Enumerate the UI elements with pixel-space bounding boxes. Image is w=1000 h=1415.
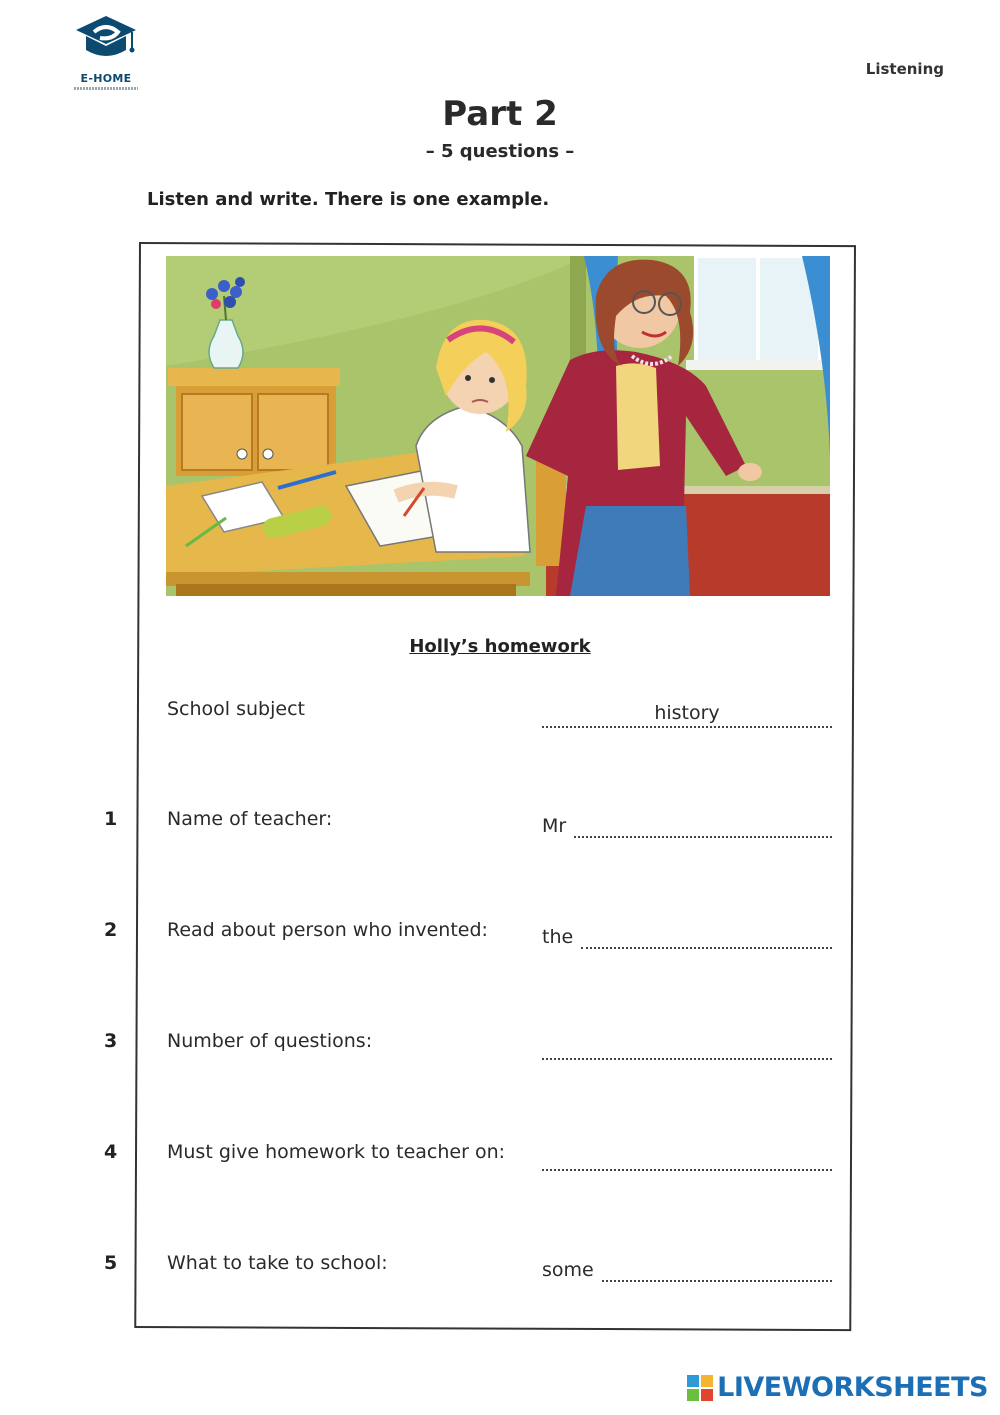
instruction-text: Listen and write. There is one example. xyxy=(147,189,550,210)
example-answer-text: history xyxy=(654,702,720,724)
answer-input-4[interactable] xyxy=(542,1143,832,1169)
graduation-cap-icon xyxy=(72,14,140,70)
example-answer xyxy=(542,698,832,728)
answer-area xyxy=(542,1141,832,1171)
answer-prefix: some xyxy=(542,1259,594,1281)
logo-text: E-HOME xyxy=(80,72,132,85)
question-row-2 xyxy=(0,919,1000,959)
answer-area xyxy=(542,919,832,949)
question-prompt: Number of questions: xyxy=(167,1030,373,1052)
answer-prefix: the xyxy=(542,926,574,948)
question-row-4 xyxy=(0,1141,1000,1181)
example-row xyxy=(0,698,1000,738)
answer-area xyxy=(542,808,832,838)
answer-prefix: Mr xyxy=(542,815,567,837)
answer-line xyxy=(542,1030,832,1060)
question-number: 5 xyxy=(104,1252,118,1274)
answer-area xyxy=(542,1030,832,1060)
question-number: 2 xyxy=(104,919,118,941)
question-row-3 xyxy=(0,1030,1000,1070)
question-row-1 xyxy=(0,808,1000,848)
answer-input-1[interactable] xyxy=(574,810,832,836)
liveworksheets-brand xyxy=(687,1372,988,1403)
example-prompt: School subject xyxy=(167,698,305,720)
question-prompt: Must give homework to teacher on: xyxy=(167,1141,506,1163)
answer-line xyxy=(542,1141,832,1171)
homework-illustration xyxy=(166,256,830,596)
question-prompt: What to take to school: xyxy=(167,1252,388,1274)
question-number: 4 xyxy=(104,1141,118,1163)
logo-tagline xyxy=(74,87,138,90)
brand-text: LIVEWORKSHEETS xyxy=(717,1372,988,1403)
worksheet-title: Holly’s homework xyxy=(409,636,591,657)
question-prompt: Name of teacher: xyxy=(167,808,333,830)
answer-line xyxy=(574,808,832,838)
answer-input-5[interactable] xyxy=(602,1254,832,1280)
answer-input-2[interactable] xyxy=(581,921,832,947)
answer-line xyxy=(602,1252,832,1282)
liveworksheets-badge-icon xyxy=(687,1375,713,1401)
example-answer-line xyxy=(542,698,832,728)
answer-area xyxy=(542,1252,832,1282)
answer-input-3[interactable] xyxy=(542,1032,832,1058)
question-row-5 xyxy=(0,1252,1000,1292)
e-home-logo xyxy=(68,14,144,94)
question-number: 3 xyxy=(104,1030,118,1052)
answer-line xyxy=(581,919,832,949)
question-prompt: Read about person who invented: xyxy=(167,919,488,941)
page-title: Part 2 xyxy=(442,94,558,134)
question-number: 1 xyxy=(104,808,118,830)
page-subtitle: – 5 questions – xyxy=(425,141,575,162)
section-label: Listening xyxy=(865,60,944,78)
